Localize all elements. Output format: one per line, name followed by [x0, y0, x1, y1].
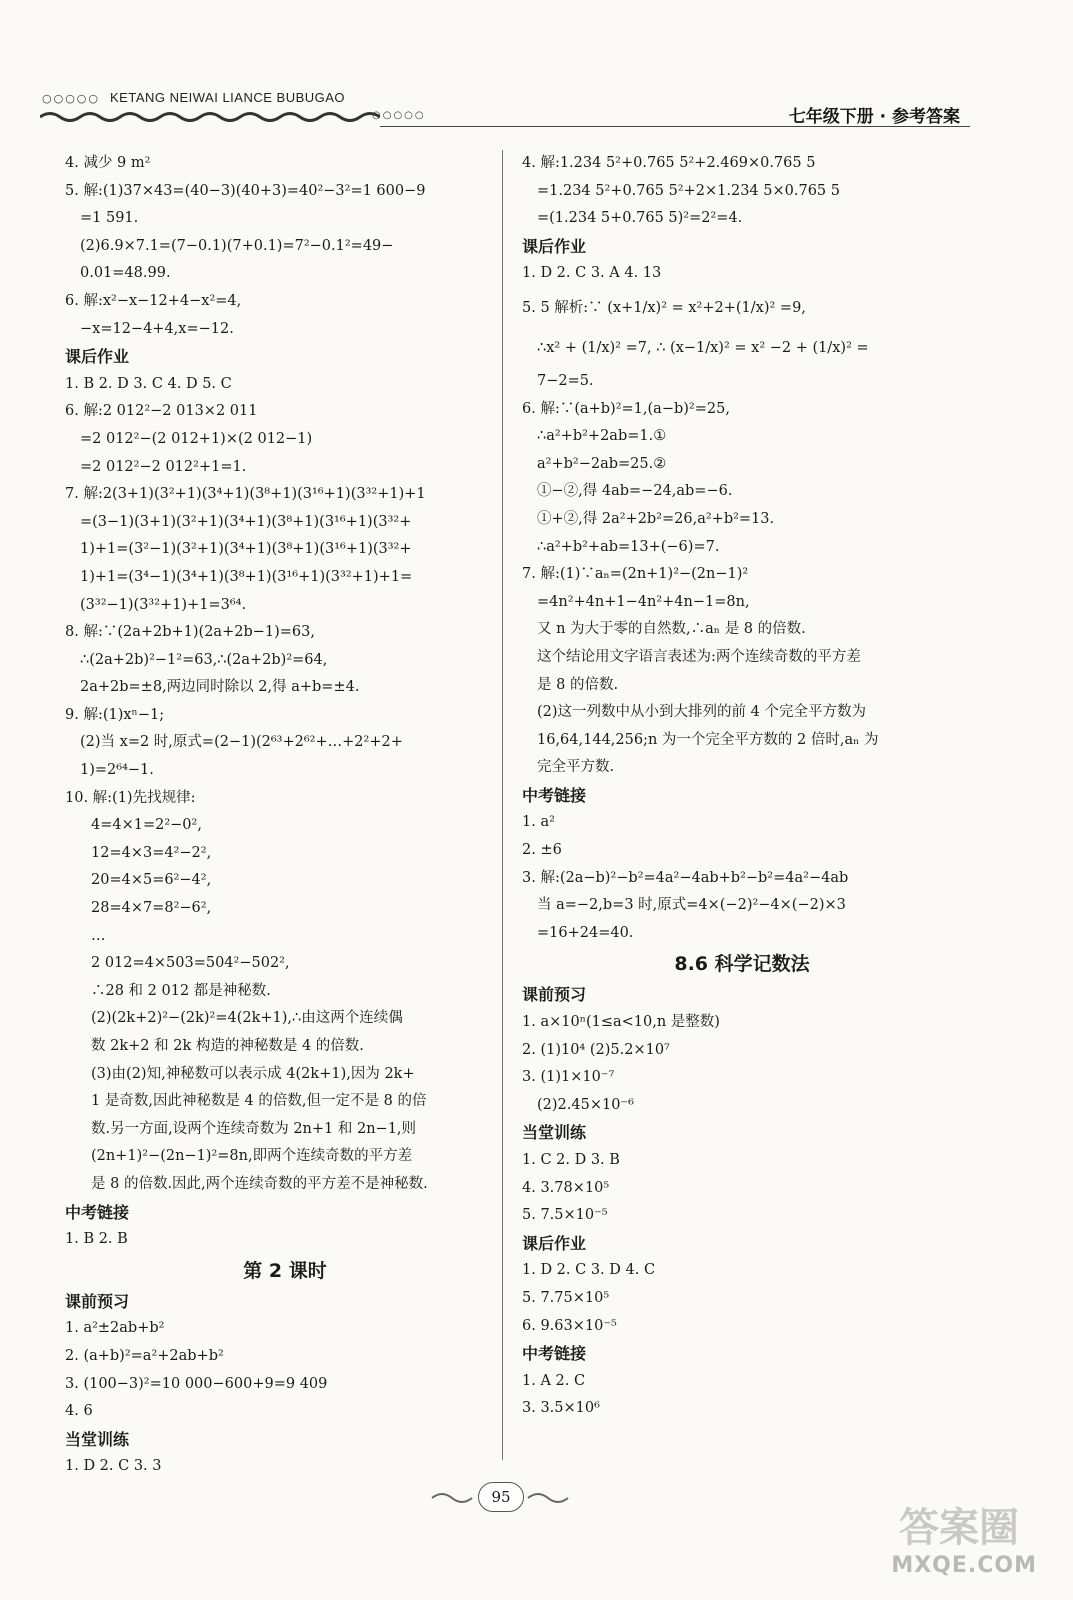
- answer-line: =16+24=40.: [537, 924, 634, 941]
- section-heading: 课后作业: [522, 236, 587, 256]
- answer-line: ∴(2a+2b)²−1²=63,∴(2a+2b)²=64,: [80, 651, 328, 668]
- answer-line: 3. (100−3)²=10 000−600+9=9 409: [65, 1375, 328, 1392]
- answer-line: =(1.234 5+0.765 5)²=2²=4.: [537, 210, 743, 227]
- answer-line: 2 012=4×503=504²−502²,: [91, 955, 290, 972]
- answer-line: 28=4×7=8²−6²,: [91, 900, 212, 917]
- page-header: [30, 88, 970, 132]
- answer-line: ∴a²+b²+2ab=1.①: [537, 428, 667, 445]
- answer-line: =2 012²−2 012²+1=1.: [80, 458, 247, 475]
- answer-line: 12=4×3=4²−2²,: [91, 844, 212, 861]
- answer-line: 数 2k+2 和 2k 构造的神秘数是 4 的倍数.: [91, 1038, 364, 1054]
- answer-line: …: [91, 927, 106, 944]
- answer-line: ∴a²+b²+ab=13+(−6)=7.: [537, 538, 720, 555]
- answer-line: ∴28 和 2 012 都是神秘数.: [91, 982, 271, 999]
- answer-line: 7. 解:(1)∵aₙ=(2n+1)²−(2n−1)²: [522, 566, 749, 583]
- section-heading: 中考链接: [522, 785, 587, 805]
- header-dots-right: ○○○○○: [372, 110, 426, 121]
- book-title: 七年级下册 · 参考答案: [788, 107, 960, 127]
- watermark-url: MXQE.COM: [891, 1553, 1037, 1578]
- watermark-logo: 答案圈: [899, 1505, 1019, 1551]
- section-heading: 当堂训练: [522, 1123, 587, 1143]
- answer-line: 6. 解:2 012²−2 013×2 011: [65, 403, 258, 420]
- answer-line: 1 是奇数,因此神秘数是 4 的倍数,但一定不是 8 的倍: [91, 1093, 427, 1110]
- right-column: [522, 150, 962, 1423]
- answer-line: 6. 解:∵(a+b)²=1,(a−b)²=25,: [522, 400, 730, 417]
- answer-line: ①+②,得 2a²+2b²=26,a²+b²=13.: [537, 510, 775, 527]
- answer-line: (3³²−1)(3³²+1)+1=3⁶⁴.: [80, 596, 247, 613]
- answer-line: 2. (1)10⁴ (2)5.2×10⁷: [522, 1041, 670, 1058]
- answer-line: 1)+1=(3²−1)(3²+1)(3⁴+1)(3⁸+1)(3¹⁶+1)(3³²+: [80, 541, 412, 558]
- answer-line: (2)当 x=2 时,原式=(2−1)(2⁶³+2⁶²+…+2²+2+: [80, 734, 403, 751]
- answer-line: 当 a=−2,b=3 时,原式=4×(−2)²−4×(−2)×3: [537, 897, 846, 914]
- answer-line: 9. 解:(1)xⁿ−1;: [65, 706, 165, 723]
- answer-line: 10. 解:(1)先找规律:: [65, 789, 196, 806]
- chapter-title: 8.6 科学记数法: [674, 953, 810, 976]
- answer-line: (2)2.45×10⁻⁶: [537, 1096, 634, 1113]
- header-wave-ornament: [40, 110, 380, 124]
- answer-line: (2n+1)²−(2n−1)²=8n,即两个连续奇数的平方差: [91, 1148, 413, 1165]
- answer-line: 5. 解:(1)37×43=(40−3)(40+3)=40²−3²=1 600−9: [65, 182, 426, 199]
- answer-line: 是 8 的倍数.: [537, 676, 619, 693]
- answer-line: 4. 3.78×10⁵: [522, 1179, 610, 1196]
- answer-line: 4. 解:1.234 5²+0.765 5²+2.469×0.765 5: [522, 155, 816, 171]
- site-watermark: [845, 1496, 1045, 1582]
- answer-line: 7−2=5.: [537, 372, 594, 389]
- answer-line: 1. a²: [522, 814, 555, 831]
- answer-line: (2)这一列数中从小到大排列的前 4 个完全平方数为: [537, 704, 866, 721]
- answer-line: 1. a²±2ab+b²: [65, 1320, 165, 1337]
- answer-line: 1. D 2. C 3. A 4. 13: [522, 265, 662, 282]
- answer-line: a²+b²−2ab=25.②: [537, 455, 667, 472]
- series-name: KETANG NEIWAI LIANCE BUBUGAO: [110, 90, 346, 105]
- answer-line: 1. B 2. B: [65, 1231, 128, 1248]
- section-heading: 课前预习: [522, 985, 587, 1005]
- answer-line: =2 012²−(2 012+1)×(2 012−1): [80, 430, 313, 447]
- answer-line: 5. 5 解析:∵ (x+1/x)² = x²+2+(1/x)² =9,: [522, 299, 806, 316]
- answer-line: 16,64,144,256;n 为一个完全平方数的 2 倍时,aₙ 为: [537, 731, 879, 748]
- answer-line: 5. 7.5×10⁻⁵: [522, 1207, 608, 1224]
- answer-line: =1 591.: [80, 210, 139, 227]
- answer-line: 数.另一方面,设两个连续奇数为 2n+1 和 2n−1,则: [91, 1120, 417, 1137]
- answer-line: (2)(2k+2)²−(2k)²=4(2k+1),∴由这两个连续偶: [91, 1010, 403, 1027]
- answer-line: =(3−1)(3+1)(3²+1)(3⁴+1)(3⁸+1)(3¹⁶+1)(3³²+: [80, 513, 412, 530]
- answer-line: 1. A 2. C: [522, 1372, 586, 1389]
- answer-line: 0.01=48.99.: [80, 265, 171, 282]
- answer-line: 2a+2b=±8,两边同时除以 2,得 a+b=±4.: [80, 679, 360, 696]
- section-heading: 课前预习: [65, 1291, 130, 1311]
- lesson-title: 第 2 课时: [243, 1259, 327, 1282]
- answer-line: 7. 解:2(3+1)(3²+1)(3⁴+1)(3⁸+1)(3¹⁶+1)(3³²+1)+1: [65, 486, 426, 503]
- answer-line: =4n²+4n+1−4n²+4n−1=8n,: [537, 593, 750, 610]
- answer-line: 6. 9.63×10⁻⁵: [522, 1317, 617, 1334]
- answer-line: 3. (1)1×10⁻⁷: [522, 1069, 615, 1086]
- answer-line: 这个结论用文字语言表述为:两个连续奇数的平方差: [537, 648, 861, 665]
- answer-line: 1. C 2. D 3. B: [522, 1152, 620, 1168]
- answer-line: =1.234 5²+0.765 5²+2×1.234 5×0.765 5: [537, 182, 840, 199]
- answer-line: 2. (a+b)²=a²+2ab+b²: [65, 1347, 224, 1364]
- answer-line: 8. 解:∵(2a+2b+1)(2a+2b−1)=63,: [65, 624, 315, 641]
- answer-line: ①−②,得 4ab=−24,ab=−6.: [537, 483, 733, 500]
- answer-line: 5. 7.75×10⁵: [522, 1289, 610, 1306]
- answer-line: ∴x² + (1/x)² =7, ∴ (x−1/x)² = x² −2 + (1/x)² =: [537, 339, 869, 356]
- answer-line: 又 n 为大于零的自然数,∴aₙ 是 8 的倍数.: [537, 621, 806, 638]
- answer-line: (3)由(2)知,神秘数可以表示成 4(2k+1),因为 2k+: [91, 1065, 415, 1082]
- answer-line: 4=4×1=2²−0²,: [91, 817, 202, 834]
- section-heading: 当堂训练: [65, 1429, 130, 1449]
- section-heading: 中考链接: [522, 1344, 587, 1364]
- answer-line: (2)6.9×7.1=(7−0.1)(7+0.1)=7²−0.1²=49−: [80, 237, 394, 254]
- page-number: 95: [478, 1482, 524, 1512]
- answer-line: 1. B 2. D 3. C 4. D 5. C: [65, 375, 232, 392]
- answer-line: 完全平方数.: [537, 759, 615, 776]
- answer-line: 3. 解:(2a−b)²−b²=4a²−4ab+b²−b²=4a²−4ab: [522, 869, 849, 886]
- section-heading: 课后作业: [522, 1233, 587, 1253]
- answer-line: 1)=2⁶⁴−1.: [80, 762, 154, 779]
- answer-line: 1. D 2. C 3. D 4. C: [522, 1262, 656, 1279]
- page-footer: [430, 1478, 570, 1518]
- answer-line: 1)+1=(3⁴−1)(3⁴+1)(3⁸+1)(3¹⁶+1)(3³²+1)+1=: [80, 568, 413, 585]
- answer-line: 20=4×5=6²−4²,: [91, 872, 212, 889]
- answer-line: −x=12−4+4,x=−12.: [80, 320, 234, 337]
- answer-line: 2. ±6: [522, 842, 562, 859]
- section-heading: 中考链接: [65, 1202, 130, 1222]
- answer-line: 6. 解:x²−x−12+4−x²=4,: [65, 292, 242, 309]
- answer-line: 4. 减少 9 m²: [65, 155, 151, 171]
- left-column: [65, 150, 505, 1481]
- header-rule: [380, 126, 970, 127]
- answer-line: 1. a×10ⁿ(1≤a<10,n 是整数): [522, 1014, 720, 1031]
- answer-line: 1. D 2. C 3. 3: [65, 1458, 162, 1475]
- answer-line: 是 8 的倍数.因此,两个连续奇数的平方差不是神秘数.: [91, 1175, 428, 1192]
- header-dots-left: ○○○○○: [42, 92, 100, 105]
- answer-line: 3. 3.5×10⁶: [522, 1400, 600, 1417]
- section-heading: 课后作业: [65, 347, 130, 367]
- answer-line: 4. 6: [65, 1403, 93, 1420]
